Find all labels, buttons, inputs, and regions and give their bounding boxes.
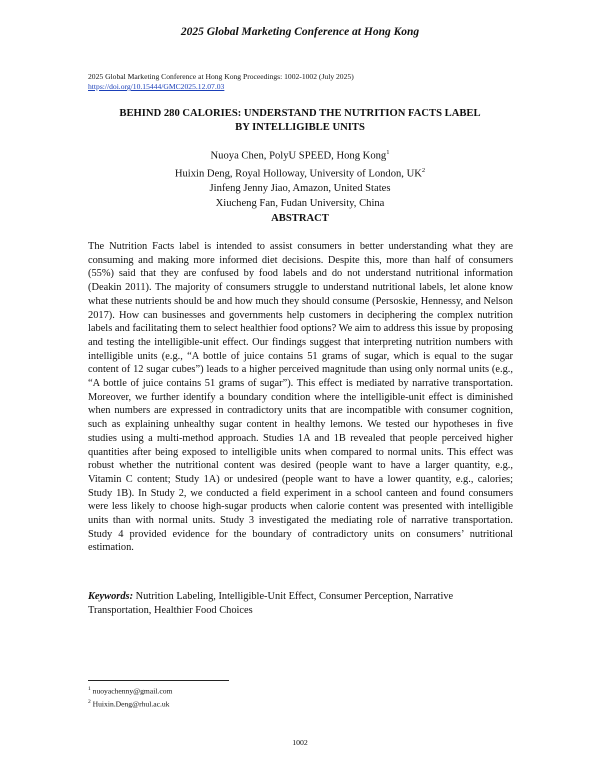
author-line [60,197,540,212]
footnote [88,684,172,697]
proceedings-info [88,72,518,92]
footnote-divider [88,680,229,681]
title-line-2: BY INTELLIGIBLE UNITS [235,122,365,133]
footnote-email: nuoyachenny@gmail.com [92,686,173,696]
footnote-mark: 1 [386,149,390,156]
doi-link[interactable]: https://doi.org/10.15444/GMC2025.12.07.03 [88,82,225,91]
author-text: Jinfeng Jenny Jiao, Amazon, United States [209,183,391,195]
keywords [88,590,513,618]
abstract-heading: ABSTRACT [271,213,329,224]
author-list [60,146,540,211]
footnote-mark: 2 [88,699,91,706]
author-line [60,182,540,197]
title-line-1: BEHIND 280 CALORIES: UNDERSTAND THE NUTRITION FACTS LABEL [119,108,481,119]
author-line [60,146,540,164]
running-title: 2025 Global Marketing Conference at Hong Kong [180,26,420,38]
footnotes [88,684,172,710]
page-number: 1002 [292,738,308,747]
author-line [60,164,540,182]
footnote-mark: 1 [88,686,91,692]
footnote-mark: 2 [421,167,426,175]
author-text: Nuoya Chen, PolyU SPEED, Hong Kong [210,150,387,162]
author-text: Xiucheng Fan, Fudan University, China [215,197,385,209]
author-text: Huixin Deng, Royal Holloway, University of London, UK [174,168,422,180]
abstract-body: The Nutrition Facts label is intended to assist consumers in better understanding what they are consuming and making more informed diet decisions. Despite this, more than half of consumers (55%) said that they are confused by food labels and do not understand nutritional information (Deakin 2011). The majority of consumers struggle to understand nutritional labels, let alone know what these nutrients should be and how much they should consume (Persoskie, Hennessy, and Nelson 2017). How can businesses and governments help customers in deciphering the complex nutrition labels and facilitating them to select healthier food options? We aim to address this issue by proposing and testing the intelligible-unit effect. Our findings suggest that interpreting nutrition numbers with intelligible units (e.g., “A bottle of juice contains 51 grams of sugar, which is equal to the sugar content of 12 sugar cubes”) leads to a higher perceived magnitude than using only normal units (e.g., “A bottle of juice contains 51 grams of sugar”). This effect is mediated by narrative transportation. Moreover, we further identify a boundary condition where the intelligible-unit effect is diminished when numbers are expressed in contradictory units that are incompatible with consumer cognition, such as explaining unhealthy sugar content in healthy lemons. We tested our hypotheses in five studies using a multi-method approach. Studies 1A and 1B revealed that people perceived higher quantities after being exposed to intelligible units when compared to normal units. This effect was robust whether the nutritional content was desired (people want to have a larger quantity, e.g., Vitamin C content; Study 1A) or undesired (people want to have a lower quantity, e.g., calories; Study 1B). In Study 2, we conducted a field experiment in a school canteen and found consumers were less likely to choose high-sugar products when calorie content was presented with intelligible units than with normal units. Study 3 investigated the mediating role of narrative transportation. Study 4 provided evidence for the boundary of contradictory units on consumers’ nutritional estimation. [88,241,513,554]
keywords-label: Keywords: [88,591,134,602]
keywords-text: Nutrition Labeling, Intelligible-Unit Effect, Consumer Perception, Narrative Transportation, Healthier Food Choices [88,591,454,616]
footnote-email: Huixin.Deng@rhul.ac.uk [92,699,170,709]
paper-title [60,107,540,135]
proceedings-citation: 2025 Global Marketing Conference at Hong Kong Proceedings: 1002-1002 (July 2025) [88,72,354,81]
footnote [88,697,172,710]
